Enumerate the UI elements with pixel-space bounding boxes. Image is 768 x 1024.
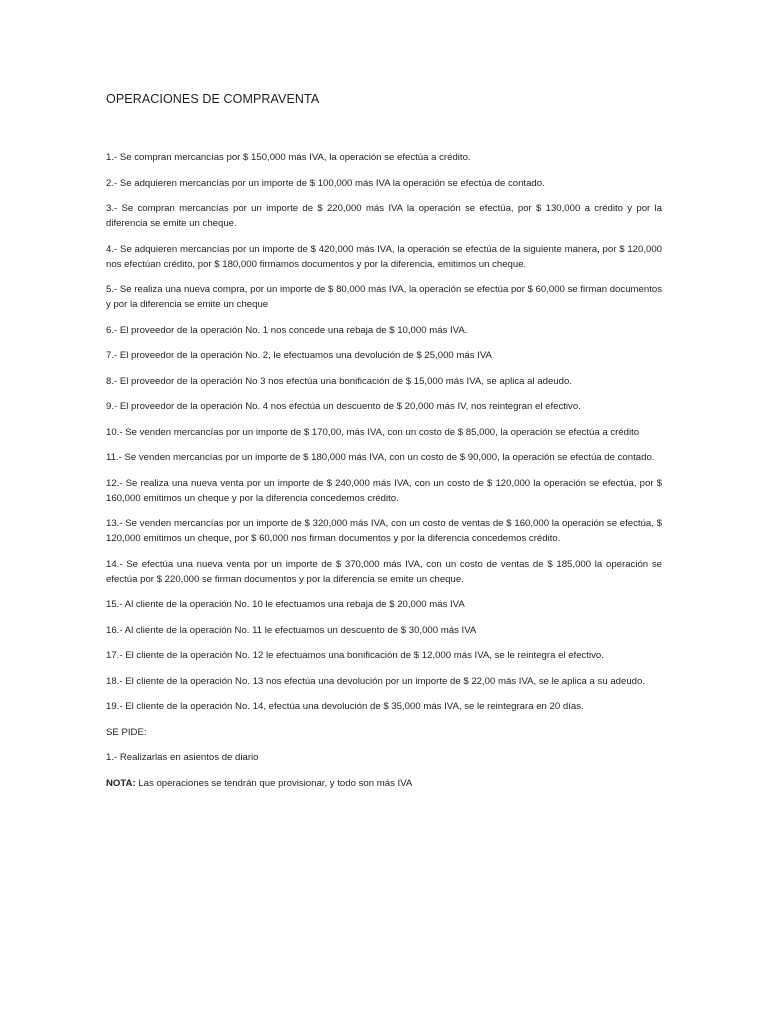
- nota-label: NOTA:: [106, 777, 136, 789]
- se-pide-heading: SE PIDE:: [106, 726, 147, 738]
- operation-8: 8.- El proveedor de la operación No 3 nos efectúa una bonificación de $ 15,000 más IVA, se aplica al adeudo.: [106, 375, 572, 387]
- operation-1: 1.- Se compran mercancías por $ 150,000 más IVA, la operación se efectúa a crédito.: [106, 152, 471, 163]
- operation-16: 16.- Al cliente de la operación No. 11 le efectuamos un descuento de $ 30,000 más IVA: [106, 624, 477, 636]
- operation-19: 19.- El cliente de la operación No. 14, efectúa una devolución de $ 35,000 más IVA, se le reintegrara en 20 días.: [106, 701, 584, 712]
- operation-9: 9.- El proveedor de la operación No. 4 nos efectúa un descuento de $ 20,000 más IV, nos reintegran el efectivo.: [106, 401, 581, 412]
- operation-14: 14.- Se efectúa una nueva venta por un importe de $ 370,000 más IVA, con un costo de ventas de $ 185,000 la operación se efectúa por $ 220,000 se firman documentos y por la diferencia se emite un cheque.: [106, 558, 662, 585]
- operation-17: 17.- El cliente de la operación No. 12 le efectuamos una bonificación de $ 12,000 más IVA, se le reintegra el efectivo.: [106, 650, 604, 661]
- instruction-1: 1.- Realizarlas en asientos de diario: [106, 752, 259, 763]
- operation-4: 4.- Se adquieren mercancías por un importe de $ 420,000 más IVA, la operación se efectúa de la siguiente manera, por $ 120,000 nos efectúan crédito, por $ 180,000 firmamos documentos y por la diferencia, emitimos un cheque.: [106, 243, 662, 270]
- operation-6: 6.- El proveedor de la operación No. 1 nos concede una rebaja de $ 10,000 más IVA.: [106, 324, 468, 336]
- operation-13: 13.- Se venden mercancías por un importe de $ 320,000 más IVA, con un costo de ventas de $ 160,000 la operación se efectúa, $ 120,000 emitimos un cheque, por $ 60,000 nos firman documentos y por la diferencia concedemos crédito.: [106, 518, 662, 544]
- operation-11: 11.- Se venden mercancías por un importe de $ 180,000 más IVA, con un costo de $ 90,000, la operación se efectúa de contado.: [106, 452, 655, 463]
- operation-2: 2.- Se adquieren mercancías por un importe de $ 100,000 más IVA la operación se efectúa de contado.: [106, 177, 545, 189]
- operation-10: 10.- Se venden mercancías por un importe de $ 170,00, más IVA, con un costo de $ 85,000, la operación se efectúa a crédito: [106, 426, 640, 438]
- nota-text: Las operaciones se tendrán que provisionar, y todo son más IVA: [135, 777, 413, 789]
- operation-7: 7.- El proveedor de la operación No. 2, le efectuamos una devolución de $ 25,000 más IVA: [106, 350, 492, 361]
- operation-3: 3.- Se compran mercancías por un importe de $ 220,000 más IVA la operación se efectúa, por $ 130,000 a crédito y por la diferencia se emite un cheque.: [106, 203, 662, 229]
- nota-paragraph: [106, 776, 662, 791]
- operation-5: 5.- Se realiza una nueva compra, por un importe de $ 80,000 más IVA, la operación se efectúa por $ 60,000 se firman documentos y por la diferencia se emite un cheque: [106, 284, 662, 310]
- document-body: [106, 150, 662, 801]
- document-title: OPERACIONES DE COMPRAVENTA: [106, 92, 320, 106]
- operation-15: 15.- Al cliente de la operación No. 10 le efectuamos una rebaja de $ 20,000 más IVA: [106, 599, 465, 610]
- operation-12: 12.- Se realiza una nueva venta por un importe de $ 240,000 más IVA, con un costo de $ 120,000 la operación se efectúa, por $ 160,000 emitimos un cheque y por la diferencia concedemos crédito.: [106, 477, 662, 504]
- operation-18: 18.- El cliente de la operación No. 13 nos efectúa una devolución por un importe de $ 22,00 más IVA, se le aplica a su adeudo.: [106, 675, 646, 687]
